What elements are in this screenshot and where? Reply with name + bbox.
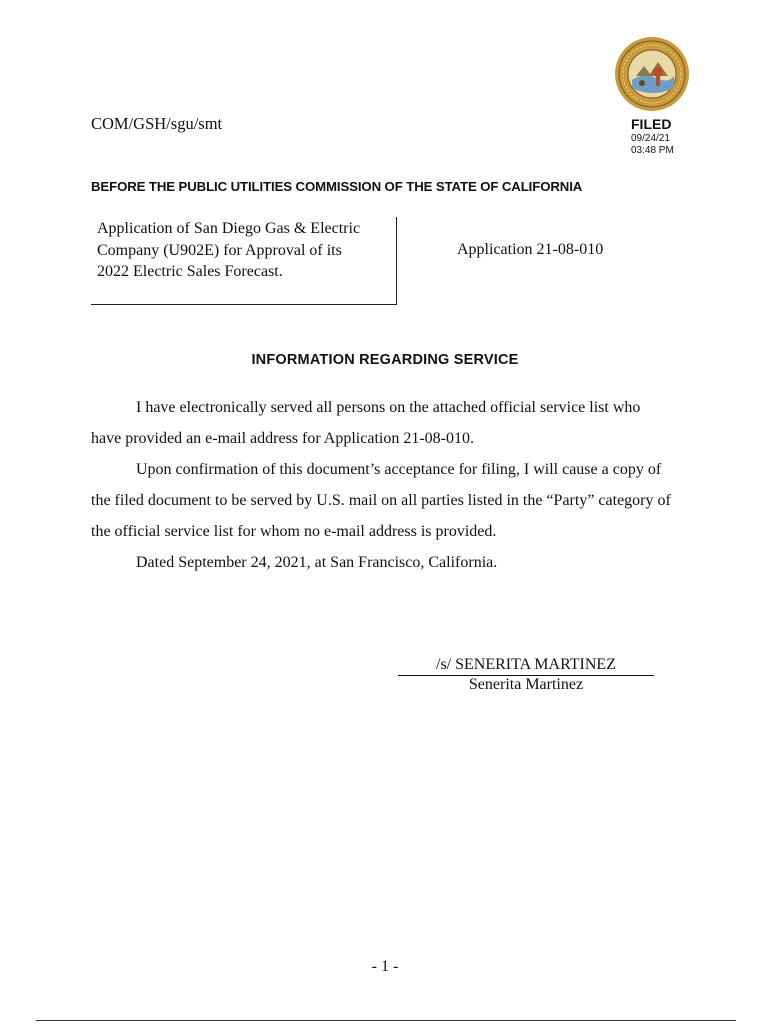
case-caption-text xyxy=(97,218,393,283)
commission-title: BEFORE THE PUBLIC UTILITIES COMMISSION OF THE STATE OF CALIFORNIA xyxy=(91,179,583,194)
document-heading: INFORMATION REGARDING SERVICE xyxy=(251,352,519,368)
reference-code: COM/GSH/sgu/smt xyxy=(91,114,223,133)
caption-line: 2022 Electric Sales Forecast. xyxy=(97,263,283,280)
application-number: Application 21-08-010 xyxy=(457,241,604,258)
footer-divider xyxy=(36,1020,736,1021)
california-puc-seal-icon xyxy=(614,36,690,112)
filed-stamp xyxy=(631,116,674,157)
filed-time: 03:48 PM xyxy=(631,145,674,156)
body-paragraph: Upon confirmation of this document’s acceptance for filing, I will cause a copy of the filed document to be served by U.S. mail on all parties listed in the “Party” category of the official service list for whom no e-mail address is provided. xyxy=(91,461,671,540)
body-paragraph: I have electronically served all persons on the attached official service list who have provided an e-mail address for Application 21-08-010. xyxy=(91,399,641,447)
page-number: - 1 - xyxy=(371,958,399,975)
signer-name: Senerita Martinez xyxy=(468,676,584,693)
filed-label: FILED xyxy=(631,116,672,132)
filed-date: 09/24/21 xyxy=(631,133,670,144)
caption-line: Company (U902E) for Approval of its xyxy=(97,241,342,259)
case-caption-box xyxy=(91,217,397,305)
document-body xyxy=(91,392,671,578)
caption-line: Application of San Diego Gas & Electric xyxy=(97,220,361,237)
signature-line: /s/ SENERITA MARTINEZ xyxy=(398,654,654,676)
dated-line: Dated September 24, 2021, at San Francisco, California. xyxy=(136,554,498,571)
